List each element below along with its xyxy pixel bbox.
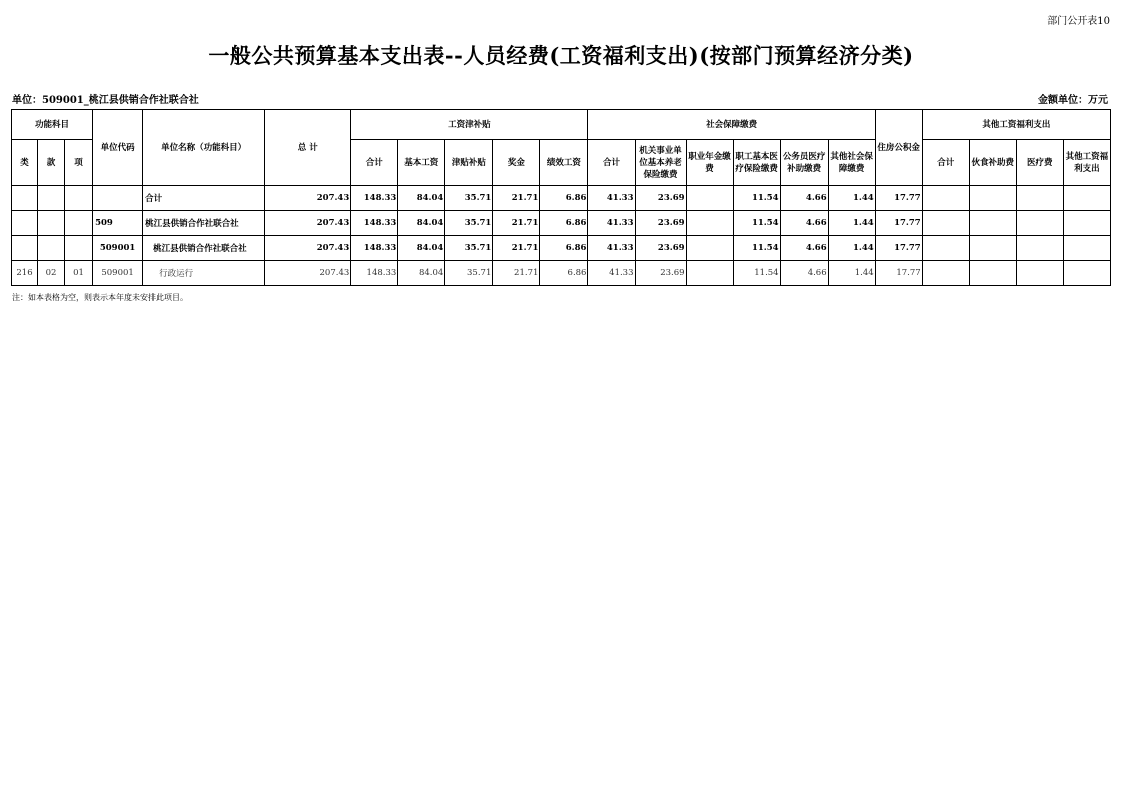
cell-value xyxy=(1063,211,1110,236)
report-number-label: 部门公开表10 xyxy=(1047,16,1110,27)
cell-value: 1.44 xyxy=(828,186,875,211)
cell-value: 207.43 xyxy=(265,236,351,261)
cell-lei xyxy=(12,211,38,236)
cell-value: 21.71 xyxy=(493,261,540,286)
cell-kuan xyxy=(38,236,65,261)
header-unit-name: 单位名称（功能科目） xyxy=(143,110,265,186)
unit-label: 单位：509001_桃江县供销合作社联合社 xyxy=(12,95,199,106)
cell-value xyxy=(922,186,969,211)
cell-value: 41.33 xyxy=(588,186,635,211)
cell-value: 84.04 xyxy=(398,236,445,261)
cell-value: 207.43 xyxy=(265,186,351,211)
cell-value: 21.71 xyxy=(493,186,540,211)
cell-unit-code: 509 xyxy=(93,211,143,236)
cell-value xyxy=(686,261,733,286)
header-xiang: 项 xyxy=(65,140,93,186)
header-performance-wage: 绩效工资 xyxy=(540,140,588,186)
cell-value: 23.69 xyxy=(635,211,686,236)
cell-kuan xyxy=(38,186,65,211)
footnote: 注：如本表格为空，则表示本年度未安排此项目。 xyxy=(12,293,188,302)
cell-value: 148.33 xyxy=(351,211,398,236)
header-lei: 类 xyxy=(12,140,38,186)
cell-xiang xyxy=(65,186,93,211)
cell-unit-code: 509001 xyxy=(93,261,143,286)
amount-unit-label: 金额单位：万元 xyxy=(1038,95,1108,106)
cell-value xyxy=(1016,236,1063,261)
header-medical-insurance: 职工基本医疗保险缴费 xyxy=(733,140,780,186)
cell-value: 41.33 xyxy=(588,236,635,261)
cell-kuan xyxy=(38,211,65,236)
cell-value: 35.71 xyxy=(445,261,493,286)
header-bonus: 奖金 xyxy=(493,140,540,186)
cell-value xyxy=(1016,261,1063,286)
header-social-group: 社会保障缴费 xyxy=(588,110,875,140)
cell-value xyxy=(922,236,969,261)
cell-value: 11.54 xyxy=(733,236,780,261)
cell-kuan: 02 xyxy=(38,261,65,286)
cell-value: 41.33 xyxy=(588,261,635,286)
cell-value: 4.66 xyxy=(780,236,828,261)
cell-value xyxy=(969,186,1016,211)
header-other-social: 其他社会保障缴费 xyxy=(828,140,875,186)
cell-value: 21.71 xyxy=(493,211,540,236)
cell-value: 1.44 xyxy=(828,211,875,236)
header-pension: 机关事业单位基本养老保险缴费 xyxy=(635,140,686,186)
cell-value: 6.86 xyxy=(540,261,588,286)
header-func-subject: 功能科目 xyxy=(12,110,93,140)
cell-unit-code: 509001 xyxy=(93,236,143,261)
cell-value: 11.54 xyxy=(733,261,780,286)
cell-value: 23.69 xyxy=(635,186,686,211)
cell-unit-name: 桃江县供销合作社联合社 xyxy=(143,211,265,236)
cell-value xyxy=(969,236,1016,261)
cell-value xyxy=(1063,186,1110,211)
cell-unit-name: 合计 xyxy=(143,186,265,211)
cell-value: 35.71 xyxy=(445,236,493,261)
cell-value: 6.86 xyxy=(540,186,588,211)
header-other-welfare: 其他工资福利支出 xyxy=(1063,140,1110,186)
table-row xyxy=(12,261,1111,286)
cell-value: 23.69 xyxy=(635,236,686,261)
header-total: 总 计 xyxy=(265,110,351,186)
cell-value: 84.04 xyxy=(398,261,445,286)
cell-value: 148.33 xyxy=(351,186,398,211)
cell-value: 17.77 xyxy=(875,186,922,211)
header-basic-wage: 基本工资 xyxy=(398,140,445,186)
cell-value: 11.54 xyxy=(733,186,780,211)
table-row xyxy=(12,186,1111,211)
cell-value xyxy=(686,211,733,236)
table-row xyxy=(12,211,1111,236)
cell-value: 6.86 xyxy=(540,211,588,236)
cell-value: 4.66 xyxy=(780,261,828,286)
cell-value xyxy=(969,261,1016,286)
cell-value: 1.44 xyxy=(828,236,875,261)
cell-value: 17.77 xyxy=(875,236,922,261)
header-annuity: 职业年金缴费 xyxy=(686,140,733,186)
cell-value: 84.04 xyxy=(398,211,445,236)
cell-lei: 216 xyxy=(12,261,38,286)
cell-value: 23.69 xyxy=(635,261,686,286)
cell-lei xyxy=(12,236,38,261)
cell-value: 148.33 xyxy=(351,261,398,286)
cell-xiang xyxy=(65,236,93,261)
header-wage-group: 工资津补贴 xyxy=(351,110,588,140)
header-kuan: 款 xyxy=(38,140,65,186)
cell-value xyxy=(686,186,733,211)
budget-table xyxy=(11,109,1111,286)
cell-value: 35.71 xyxy=(445,186,493,211)
cell-lei xyxy=(12,186,38,211)
cell-value: 207.43 xyxy=(265,211,351,236)
cell-value: 11.54 xyxy=(733,211,780,236)
cell-value xyxy=(1016,211,1063,236)
cell-value xyxy=(1016,186,1063,211)
header-social-total: 合计 xyxy=(588,140,635,186)
cell-xiang: 01 xyxy=(65,261,93,286)
cell-value: 17.77 xyxy=(875,211,922,236)
cell-value: 21.71 xyxy=(493,236,540,261)
cell-value: 41.33 xyxy=(588,211,635,236)
header-housing: 住房公积金 xyxy=(875,110,922,186)
header-other-group: 其他工资福利支出 xyxy=(922,110,1110,140)
cell-value xyxy=(922,261,969,286)
cell-value: 207.43 xyxy=(265,261,351,286)
header-medical-fee: 医疗费 xyxy=(1016,140,1063,186)
cell-unit-name: 行政运行 xyxy=(143,261,265,286)
cell-value xyxy=(1063,236,1110,261)
cell-value xyxy=(686,236,733,261)
cell-value xyxy=(922,211,969,236)
header-other-total: 合计 xyxy=(922,140,969,186)
cell-value: 84.04 xyxy=(398,186,445,211)
cell-value: 17.77 xyxy=(875,261,922,286)
cell-value xyxy=(1063,261,1110,286)
cell-unit-name: 桃江县供销合作社联合社 xyxy=(143,236,265,261)
header-meal-subsidy: 伙食补助费 xyxy=(969,140,1016,186)
page-title: 一般公共预算基本支出表--人员经费(工资福利支出)(按部门预算经济分类) xyxy=(208,43,914,68)
cell-value xyxy=(969,211,1016,236)
cell-unit-code xyxy=(93,186,143,211)
header-medical-subsidy: 公务员医疗补助缴费 xyxy=(780,140,828,186)
cell-value: 4.66 xyxy=(780,186,828,211)
cell-value: 4.66 xyxy=(780,211,828,236)
cell-value: 148.33 xyxy=(351,236,398,261)
cell-value: 35.71 xyxy=(445,211,493,236)
header-allowance: 津贴补贴 xyxy=(445,140,493,186)
header-unit-code: 单位代码 xyxy=(93,110,143,186)
cell-value: 6.86 xyxy=(540,236,588,261)
header-wage-total: 合计 xyxy=(351,140,398,186)
cell-xiang xyxy=(65,211,93,236)
cell-value: 1.44 xyxy=(828,261,875,286)
table-row xyxy=(12,236,1111,261)
